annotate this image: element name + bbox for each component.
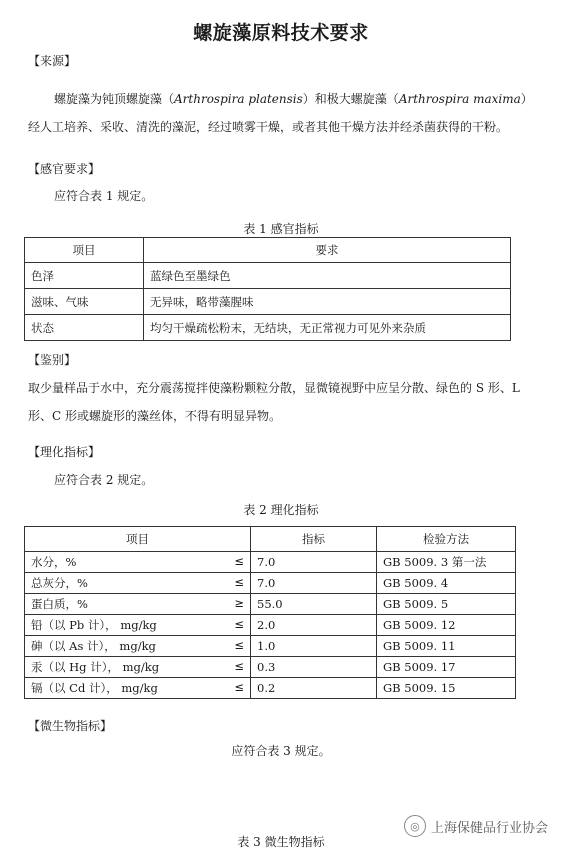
comparison-sign: ≤ <box>234 638 244 652</box>
table-cell <box>25 594 251 615</box>
table-cell: GB 5009. 5 <box>377 594 516 615</box>
table-header-cell: 要求 <box>144 238 511 263</box>
table-cell: 7.0 <box>251 573 377 594</box>
table-cell <box>25 615 251 636</box>
table-cell: 色泽 <box>25 263 144 289</box>
table-row <box>25 263 511 289</box>
table-row <box>25 636 516 657</box>
table-row <box>25 657 516 678</box>
table-cell: 2.0 <box>251 615 377 636</box>
comparison-sign: ≤ <box>234 680 244 694</box>
table-cell: 蓝绿色至墨绿色 <box>144 263 511 289</box>
table-cell: 无异味，略带藻腥味 <box>144 289 511 315</box>
table-row <box>25 552 516 573</box>
source-paragraph <box>28 85 543 141</box>
table-header-cell: 项目 <box>25 527 251 552</box>
table2-caption: 表 2 理化指标 <box>243 503 319 517</box>
physchem-table <box>24 526 516 699</box>
table-cell: 均匀干燥疏松粉末，无结块，无正常视力可见外来杂质 <box>144 315 511 341</box>
table-row <box>25 573 516 594</box>
item-label: 镉（以 Cd 计）， mg/kg <box>31 681 158 695</box>
table-header-row <box>25 527 516 552</box>
comparison-sign: ≤ <box>234 575 244 589</box>
table-cell: GB 5009. 4 <box>377 573 516 594</box>
item-label: 总灰分，% <box>31 576 88 590</box>
source-text-a: 螺旋藻为钝顶螺旋藻（ <box>54 92 175 106</box>
table-cell <box>25 573 251 594</box>
source-text-b: ）和极大螺旋藻（ <box>302 92 399 106</box>
table-row <box>25 594 516 615</box>
identification-heading: 【鉴别】 <box>28 353 77 367</box>
table-cell: 状态 <box>25 315 144 341</box>
table-cell: GB 5009. 17 <box>377 657 516 678</box>
item-label: 砷（以 As 计）， mg/kg <box>31 639 156 653</box>
table-row <box>25 615 516 636</box>
document-title: 螺旋藻原料技术要求 <box>193 22 369 44</box>
watermark <box>404 815 548 837</box>
table-cell: 1.0 <box>251 636 377 657</box>
table-cell <box>25 552 251 573</box>
item-label: 汞（以 Hg 计）， mg/kg <box>31 660 160 674</box>
micro-text: 应符合表 3 规定。 <box>231 744 331 758</box>
item-label: 铅（以 Pb 计）， mg/kg <box>31 618 157 632</box>
table3-caption: 表 3 微生物指标 <box>237 835 325 849</box>
item-label: 水分，% <box>31 555 77 569</box>
table-row <box>25 289 511 315</box>
sensory-table <box>24 237 511 341</box>
table-cell: GB 5009. 11 <box>377 636 516 657</box>
table-cell: 7.0 <box>251 552 377 573</box>
table-cell: 0.3 <box>251 657 377 678</box>
table-cell: 0.2 <box>251 678 377 699</box>
table-row <box>25 678 516 699</box>
watermark-text: 上海保健品行业协会 <box>430 820 548 836</box>
table-cell: 55.0 <box>251 594 377 615</box>
source-heading: 【来源】 <box>28 54 77 68</box>
table-cell: GB 5009. 12 <box>377 615 516 636</box>
table-cell: 滋味、气味 <box>25 289 144 315</box>
latin-name-platensis: Arthrospira platensis <box>174 92 303 106</box>
table-header-cell: 项目 <box>25 238 144 263</box>
table-cell <box>25 678 251 699</box>
physchem-heading: 【理化指标】 <box>28 445 101 459</box>
comparison-sign: ≤ <box>234 659 244 673</box>
physchem-text: 应符合表 2 规定。 <box>54 473 154 487</box>
source-text-c: ）经人工培养、采收、清洗的藻泥，经过喷雾干燥，或者其他干燥方法并经杀菌获得的干粉。 <box>28 92 533 134</box>
micro-heading: 【微生物指标】 <box>28 719 113 733</box>
table-cell: GB 5009. 3 第一法 <box>377 552 516 573</box>
table-header-cell: 检验方法 <box>377 527 516 552</box>
comparison-sign: ≤ <box>234 617 244 631</box>
table-header-row <box>25 238 511 263</box>
comparison-sign: ≤ <box>234 554 244 568</box>
table-row <box>25 315 511 341</box>
sensory-heading: 【感官要求】 <box>28 162 101 176</box>
table-cell <box>25 657 251 678</box>
table-header-cell: 指标 <box>251 527 377 552</box>
identification-text: 取少量样品于水中，充分震荡搅拌使藻粉颗粒分散，显微镜视野中应呈分散、绿色的 S 形、L 形、C 形或螺旋形的藻丝体，不得有明显异物。 <box>28 381 520 423</box>
item-label: 蛋白质，% <box>31 597 88 611</box>
comparison-sign: ≥ <box>234 596 244 610</box>
table-cell: GB 5009. 15 <box>377 678 516 699</box>
latin-name-maxima: Arthrospira maxima <box>398 92 521 106</box>
table-cell <box>25 636 251 657</box>
table1-caption: 表 1 感官指标 <box>243 222 319 236</box>
wechat-icon: ◎ <box>404 815 426 837</box>
sensory-text: 应符合表 1 规定。 <box>54 189 154 203</box>
